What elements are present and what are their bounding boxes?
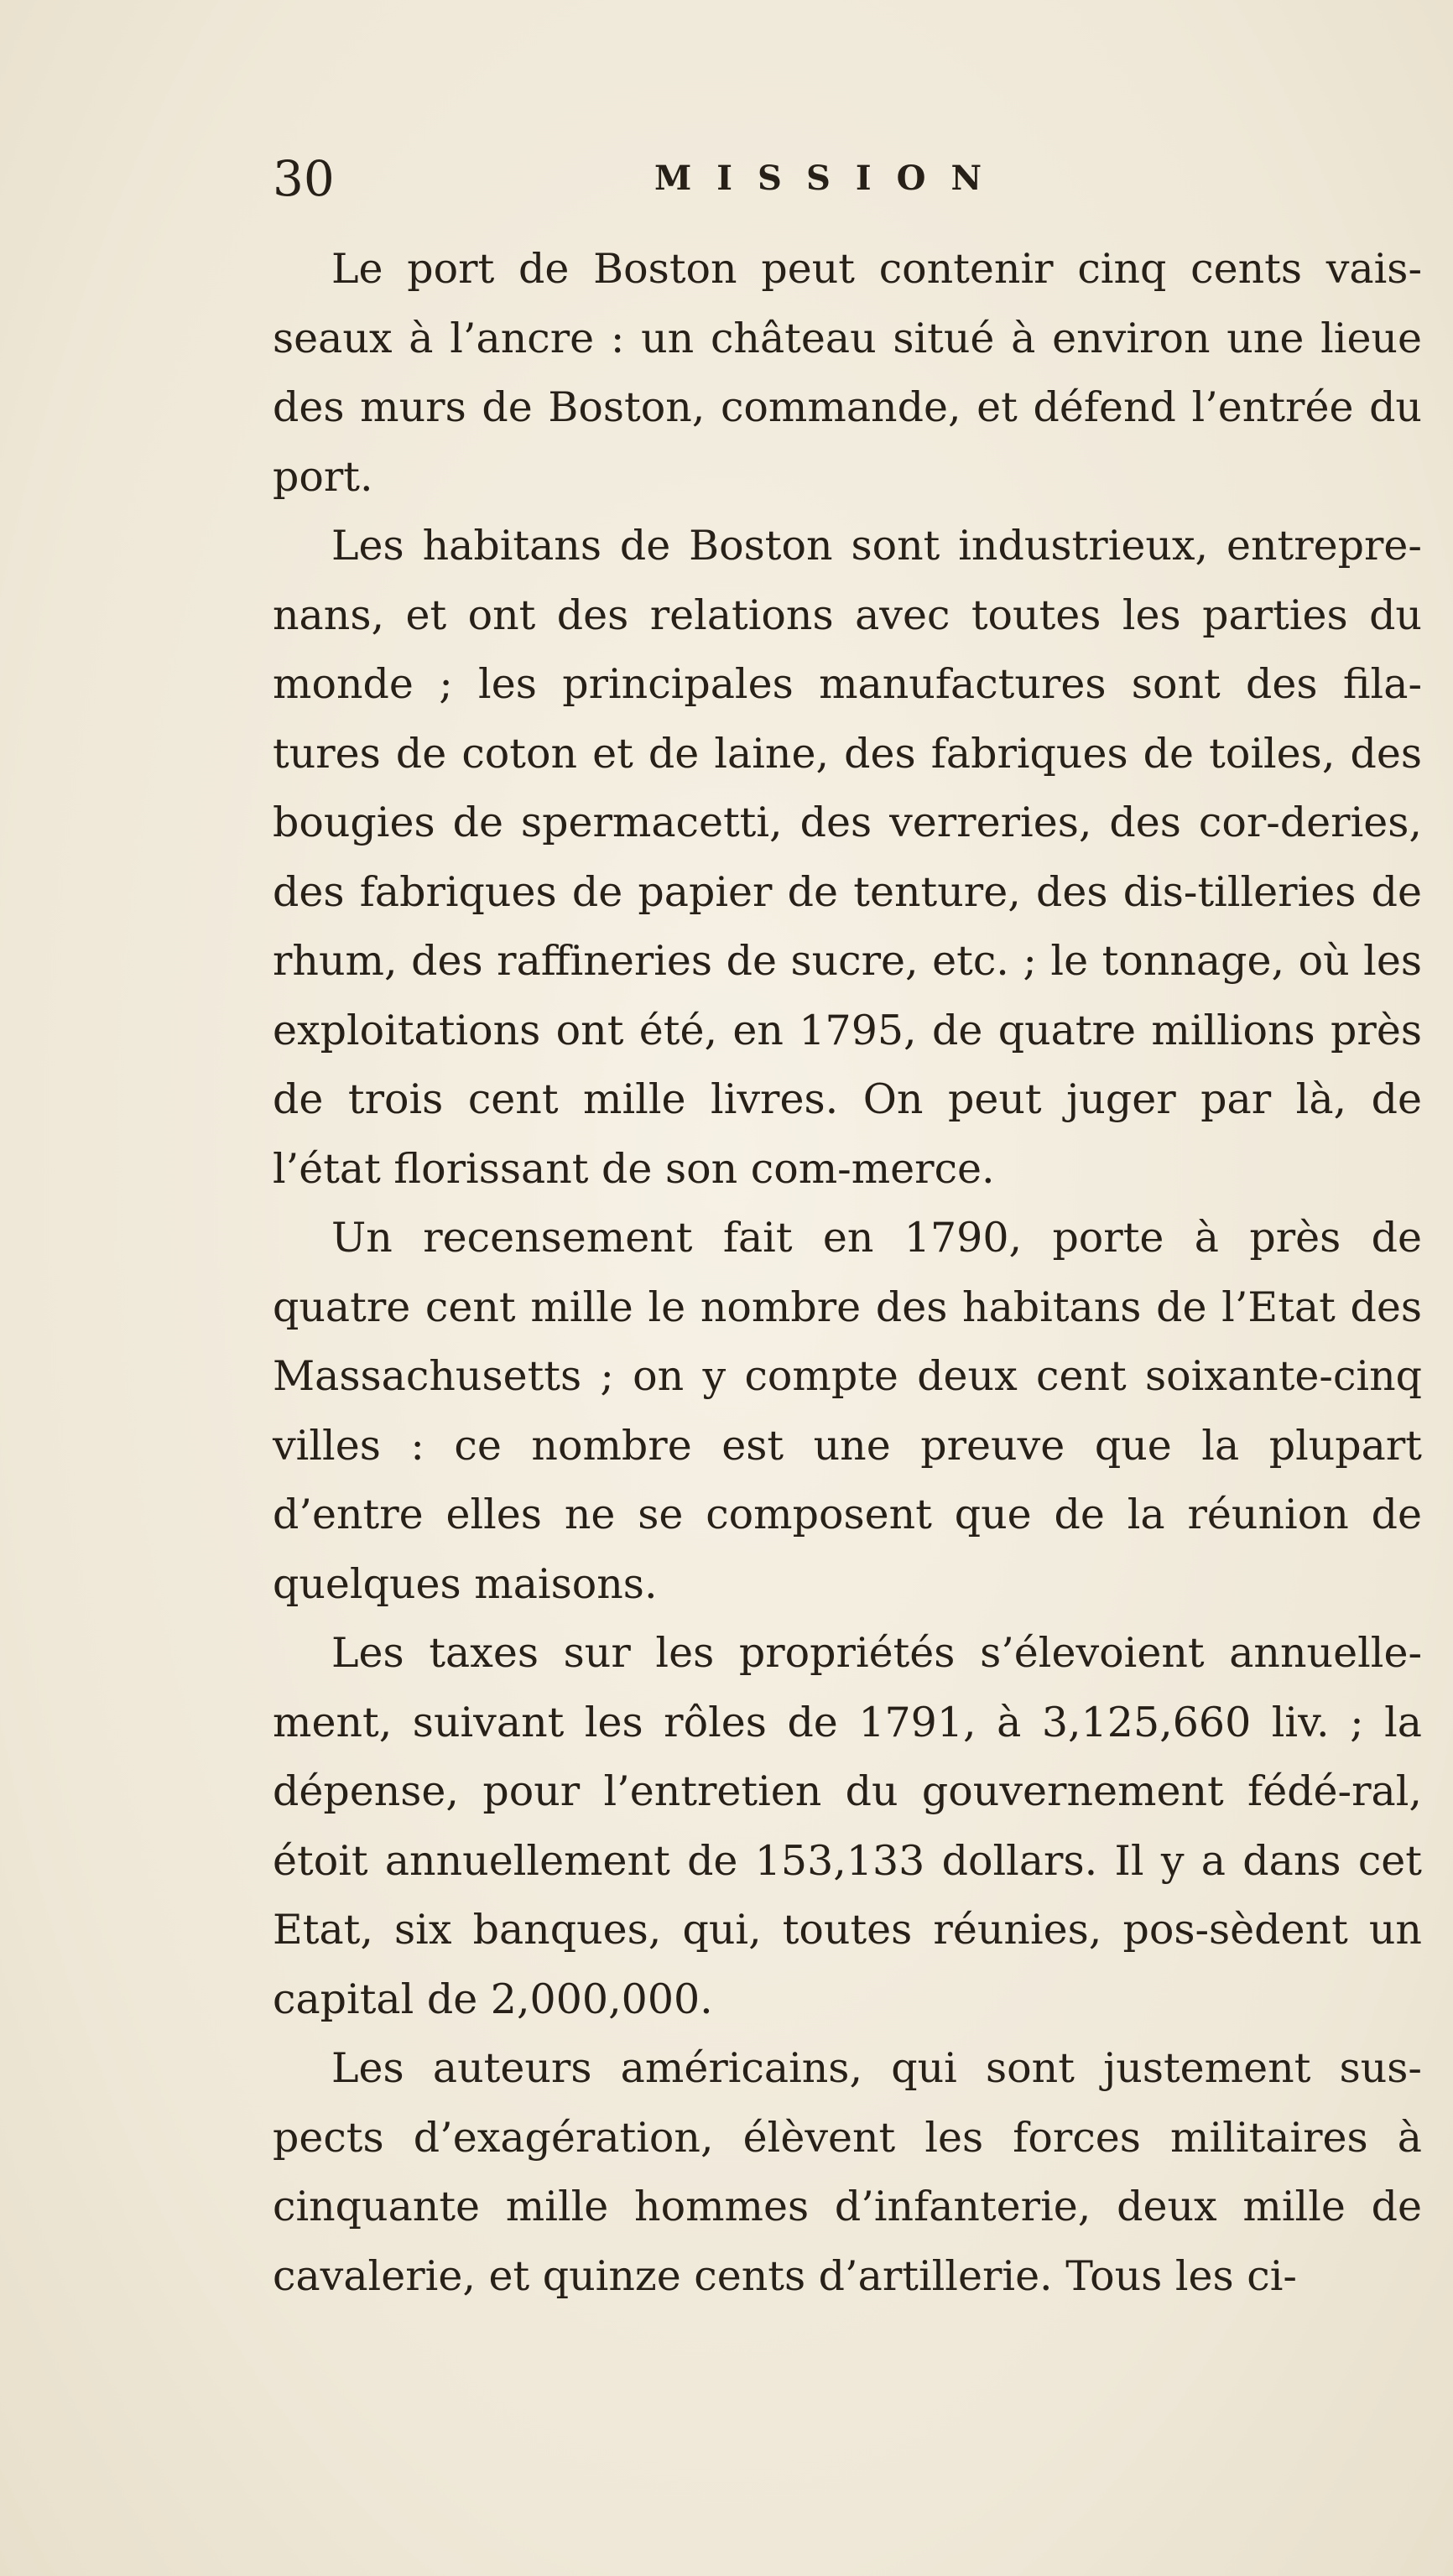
paragraph-auteurs-americains: Les auteurs américains, qui sont justement sus-pects d’exagération, élèvent les forces militaires à cinquante mille hommes d’infanterie, deux mille de cavalerie, et quinze cents d’artillerie. Tous les ci- xyxy=(273,2044,1422,2300)
body-text xyxy=(273,235,1422,2311)
paragraph-recensement: Un recensement fait en 1790, porte à près de quatre cent mille le nombre des habitans de l’Etat des Massachusetts ; on y compte deux cent soixante-cinq villes : ce nombre est une preuve que la plupart d’entre elles ne se composent que de la réunion de quelques maisons. xyxy=(273,1214,1422,1608)
paragraph-port-de-boston: Le port de Boston peut contenir cinq cents vais-seaux à l’ancre : un château situé à environ une lieue des murs de Boston, commande, et défend l’entrée du port. xyxy=(273,245,1422,501)
running-head: MISSION xyxy=(654,159,1007,198)
page-header xyxy=(273,141,1430,216)
paragraph-taxes: Les taxes sur les propriétés s’élevoient annuelle-ment, suivant les rôles de 1791, à 3,125,660 liv. ; la dépense, pour l’entretien du gouvernement fédé-ral, étoit annuellement de 153,133 dollars. Il y a dans cet Etat, six banques, qui, toutes réunies, pos-sèdent un capital de 2,000,000. xyxy=(273,1629,1422,2023)
paragraph-habitans-industrieux: Les habitans de Boston sont industrieux, entrepre-nans, et ont des relations avec toutes les parties du monde ; les principales manufactures sont des fila-tures de coton et de laine, des fabriques de toiles, des bougies de spermacetti, des verreries, des cor-deries, des fabriques de papier de tenture, des dis-tilleries de rhum, des raffineries de sucre, etc. ; le tonnage, où les exploitations ont été, en 1795, de quatre millions près de trois cent mille livres. On peut juger par là, de l’état florissant de son com-merce. xyxy=(273,522,1422,1193)
page-number: 30 xyxy=(273,150,335,207)
